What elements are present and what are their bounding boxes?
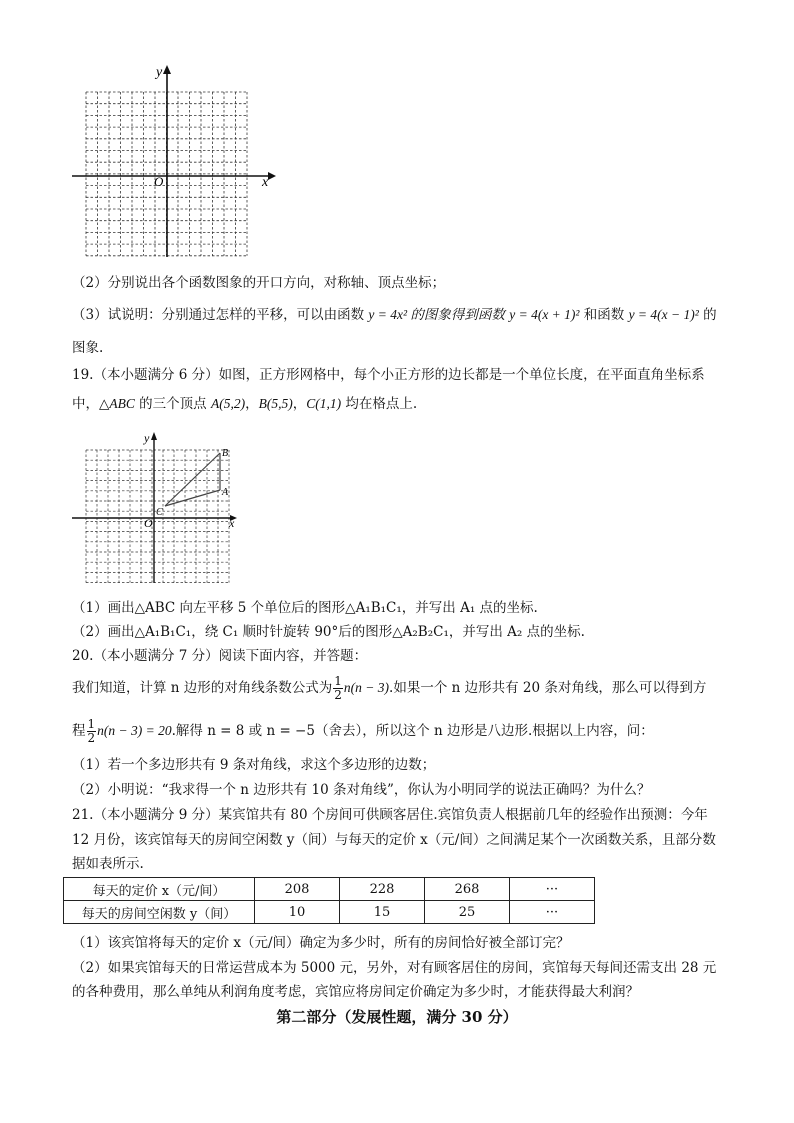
q19-part2: （2）画出△A₁B₁C₁，绕 C₁ 顺时针旋转 90°后的图形△A₂B₂C₁，并写出 A₂ 点的坐标.	[72, 624, 585, 640]
q21-text-3: 据如表所示.	[72, 856, 144, 872]
table-row	[64, 901, 595, 924]
origin-label: O	[144, 516, 153, 530]
x-axis-label: x	[262, 175, 269, 190]
table-row	[64, 878, 595, 901]
table-cell: 25	[425, 901, 510, 924]
q20-text-2: 我们知道，计算 n 边形的对角线条数公式为 $\frac{1}{2}$ n(n − 3).如果一个 n 边形共有 20 条对角线，那么可以得到方	[72, 674, 707, 702]
origin-label: O	[154, 174, 164, 189]
q18-part3-cont: 图象.	[72, 340, 104, 356]
point-B-label: B	[222, 448, 229, 459]
q21-part2-cont: 的各种费用，那么单纯从利润角度考虑，宾馆应将房间定价确定为多少时，才能获得最大利润？	[72, 984, 639, 1000]
point-A-label: A	[222, 487, 229, 498]
q20-text-3: 程 $\frac{1}{2}$ n(n − 3) = 20.解得 n = 8 或 n = −5（舍去），所以这个 n 边形是八边形.根据以上内容，问：	[72, 717, 654, 745]
table-cell: ···	[510, 901, 595, 924]
table-cell: 228	[340, 878, 425, 901]
q19-text-1: 19.（本小题满分 6 分）如图，正方形网格中，每个小正方形的边长都是一个单位长度，在平面直角坐标系	[72, 367, 705, 383]
q21-part2: （2）如果宾馆每天的日常运营成本为 5000 元，另外，对有顾客居住的房间，宾馆每天每间还需支出 28 元	[72, 960, 717, 976]
coordinate-grid-2	[70, 428, 245, 588]
y-axis-label: y	[144, 431, 150, 445]
x-axis-label: x	[229, 516, 235, 530]
coordinate-grid-1	[70, 62, 280, 262]
y-axis-label: y	[156, 65, 163, 80]
table-cell: 每天的定价 x（元/间）	[64, 878, 255, 901]
table-cell: 208	[255, 878, 340, 901]
price-vacancy-table	[63, 877, 595, 924]
table-cell: 10	[255, 901, 340, 924]
point-C-label: C	[156, 507, 163, 518]
table-cell: ···	[510, 878, 595, 901]
q21-part1: （1）该宾馆将每天的定价 x（元/间）确定为多少时，所有的房间恰好被全部订完？	[72, 935, 570, 951]
part2-heading: 第二部分（发展性题，满分 30 分）	[276, 1008, 518, 1026]
q21-text-2: 12 月份，该宾馆每天的房间空闲数 y（间）与每天的定价 x（元/间）之间满足某个一次函数关系，且部分数	[72, 832, 716, 848]
table-cell: 每天的房间空闲数 y（间）	[64, 901, 255, 924]
q20-part1: （1）若一个多边形共有 9 条对角线，求这个多边形的边数；	[72, 757, 436, 773]
q20-text-1: 20.（本小题满分 7 分）阅读下面内容，并答题：	[72, 648, 368, 664]
q20-part2: （2）小明说：“我求得一个 n 边形共有 10 条对角线”，你认为小明同学的说法正确吗？为什么？	[72, 782, 651, 798]
q19-text-2: 中，△ABC 的三个顶点 A(5,2)，B(5,5)，C(1,1) 均在格点上.	[72, 396, 418, 412]
q19-part1: （1）画出△ABC 向左平移 5 个单位后的图形△A₁B₁C₁，并写出 A₁ 点的坐标.	[72, 600, 538, 616]
q21-text-1: 21.（本小题满分 9 分）某宾馆共有 80 个房间可供顾客居住.宾馆负责人根据前几年的经验作出预测：今年	[72, 807, 708, 823]
q18-part2: （2）分别说出各个函数图象的开口方向，对称轴、顶点坐标；	[72, 275, 446, 291]
table-cell: 268	[425, 878, 510, 901]
q18-part3: （3）试说明：分别通过怎样的平移，可以由函数 y = 4x² 的图象得到函数 y = 4(x + 1)² 和函数 y = 4(x − 1)² 的	[72, 307, 717, 323]
table-cell: 15	[340, 901, 425, 924]
